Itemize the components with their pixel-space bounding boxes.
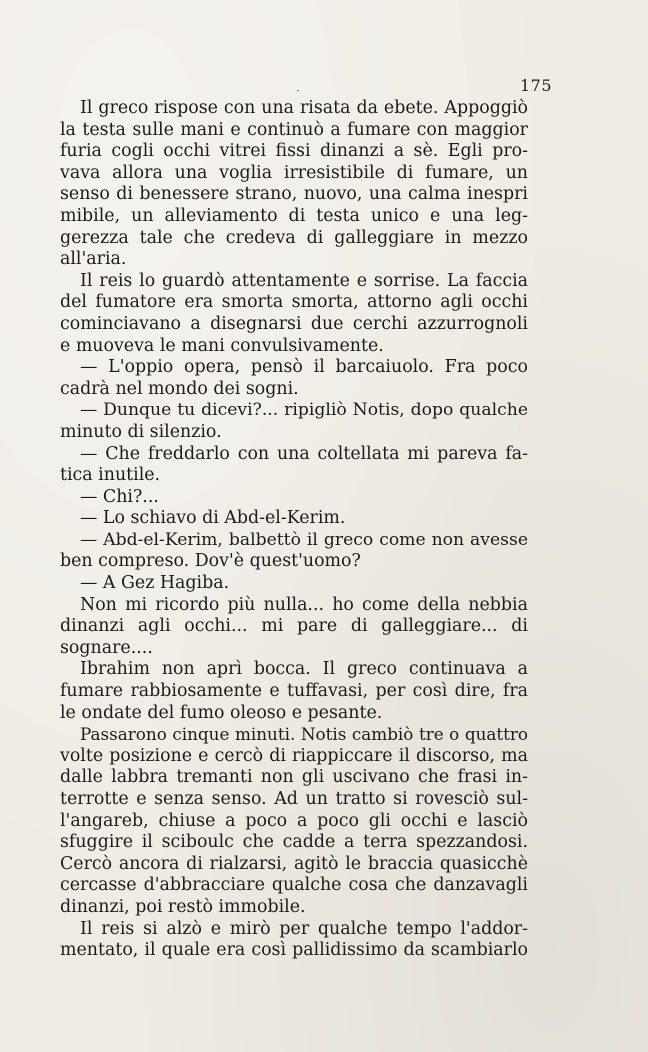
text-line: mibile, un alleviamento di testa unico e una leg- xyxy=(60,205,528,226)
text-line: Ibrahim non aprì bocca. Il greco continuava a xyxy=(80,659,528,680)
text-line: vava allora una voglia irresistibile di fumare, un xyxy=(60,162,528,183)
text-line: volte posizione e cercò di riappiccare il discorso, ma xyxy=(60,745,528,766)
text-line: Il reis si alzò e mirò per qualche tempo l'addor- xyxy=(80,918,528,939)
text-line: sfuggire il sciboulc che cadde a terra spezzandosi. xyxy=(60,832,528,853)
text-line: cominciavano a disegnarsi due cerchi azzurrognoli xyxy=(60,313,528,334)
text-line: — Abd-el-Kerim, balbettò il greco come non avesse xyxy=(80,529,528,550)
text-line: dalle labbra tremanti non gli uscivano che frasi in- xyxy=(60,767,528,788)
text-line: — Che freddarlo con una coltellata mi pareva fa- xyxy=(80,443,528,464)
text-line: — A Gez Hagiba. xyxy=(80,573,230,594)
text-line: — Dunque tu dicevi?... ripigliò Notis, dopo qualche xyxy=(80,400,528,421)
text-line: Il greco rispose con una risata da ebete. Appoggiò xyxy=(80,98,528,118)
text-line: cercasse d'abbracciare qualche cosa che danzavagli xyxy=(60,875,528,896)
text-line: dinanzi, poi restò immobile. xyxy=(60,896,306,917)
print-speck: · xyxy=(296,84,300,98)
text-line: fumare rabbiosamente e tuffavasi, per così dire, fra xyxy=(60,681,528,702)
text-line: terrotte e senza senso. Ad un tratto si rovesciò sul- xyxy=(60,789,528,809)
text-line: cadrà nel mondo dei sogni. xyxy=(60,378,299,399)
text-line: le ondate del fumo oleoso e pesante. xyxy=(60,702,383,723)
text-line: Il reis lo guardò attentamente e sorrise. La faccia xyxy=(80,270,528,291)
text-line: Cercò ancora di rialzarsi, agitò le braccia quasicchè xyxy=(60,853,528,874)
text-line: Passarono cinque minuti. Notis cambiò tre o quattro xyxy=(80,724,528,745)
text-line: tica inutile. xyxy=(60,465,161,486)
text-line: — L'oppio opera, pensò il barcaiuolo. Fra poco xyxy=(80,357,528,378)
text-line: l'angareb, chiuse a poco a poco gli occhi e lasciò xyxy=(60,810,528,831)
text-line: all'aria. xyxy=(60,249,127,270)
body-text xyxy=(60,98,528,962)
text-line: e muoveva le mani convulsivamente. xyxy=(60,335,384,356)
text-line: ben compreso. Dov'è quest'uomo? xyxy=(60,551,361,572)
text-line: minuto di silenzio. xyxy=(60,421,222,442)
text-line: furia cogli occhi vitrei fissi dinanzi a sè. Egli pro- xyxy=(60,141,528,162)
text-line: sognare.... xyxy=(60,637,153,658)
text-line: gerezza tale che credeva di galleggiare in mezzo xyxy=(60,227,528,248)
text-line: la testa sulle mani e continuò a fumare con maggior xyxy=(60,119,528,140)
text-line: senso di benessere strano, nuovo, una calma inespri xyxy=(60,184,528,205)
text-line: dinanzi agli occhi... mi pare di galleggiare... di xyxy=(60,616,528,637)
text-line: mentato, il quale era così pallidissimo da scambiarlo xyxy=(60,940,528,961)
text-line: del fumatore era smorta smorta, attorno agli occhi xyxy=(60,292,528,313)
text-line: — Chi?... xyxy=(80,486,159,507)
text-line: — Lo schiavo di Abd-el-Kerim. xyxy=(80,508,346,529)
text-line: Non mi ricordo più nulla... ho come della nebbia xyxy=(80,594,528,615)
page-number: 175 xyxy=(519,76,552,95)
